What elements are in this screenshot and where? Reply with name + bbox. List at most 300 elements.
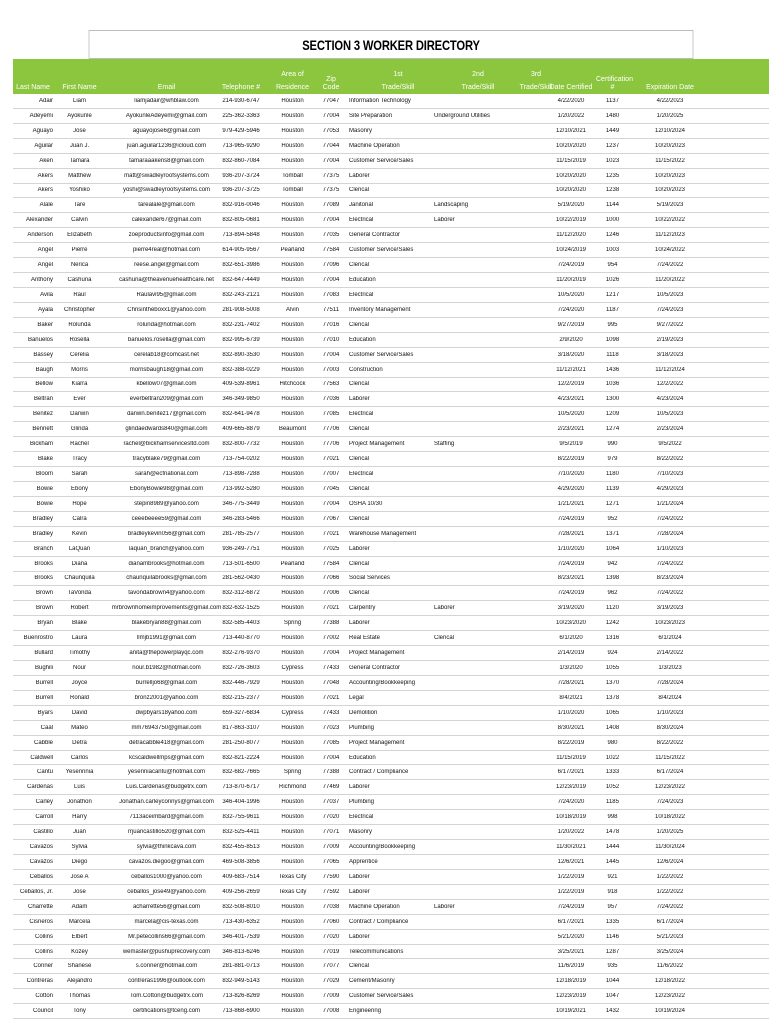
trade-2: Staffing [434,441,455,448]
certification-number: 1398 [605,575,620,582]
area-of-residence: Houston [281,321,304,328]
email: zoeproductsinfo@gmail.com [128,232,205,239]
certification-number: 1023 [605,157,620,164]
trade-1: Social Services [349,575,391,582]
area-of-residence: Houston [281,575,304,582]
certification-number: 924 [607,650,618,657]
trade-1: Clerical [349,187,370,194]
expiration-date: 3/25/2024 [656,948,684,955]
certification-number: 1444 [605,844,620,851]
first-name: Cerelia [69,351,89,358]
expiration-date: 11/30/2024 [655,844,685,851]
trade-1: Clerical [349,515,370,522]
trade-1: Warehouse Management [349,530,417,537]
last-name: Caal [40,724,53,731]
worker-directory-sheet [13,30,769,1019]
first-name: Yoshiko [69,187,90,194]
email: pierre4real@hotmail.com [132,247,201,254]
date-certified: 11/12/2021 [556,366,586,373]
expiration-date: 9/5/2022 [658,441,682,448]
trade-1: Customer Service/Sales [349,351,414,358]
area-of-residence: Houston [281,978,304,985]
zip-code: 77375 [322,187,340,194]
table-row [13,243,769,258]
expiration-date: 3/18/2023 [656,351,684,358]
trade-1: Customer Service/Sales [349,993,414,1000]
email: banuelos.rosella@gmail.com [127,336,206,343]
first-name: Harry [72,814,87,821]
email: matt@swadleyroofsystems.com [124,172,209,179]
telephone: 281-562-0430 [222,575,260,582]
date-certified: 10/20/2020 [555,142,587,149]
last-name: Bughili [34,664,53,671]
table-row [13,855,769,870]
first-name: Jonathon [67,799,92,806]
email: acharrette56@gmail.com [132,903,201,910]
area-of-residence: Houston [281,127,304,134]
table-row [13,213,769,228]
last-name: Cabble [33,739,53,746]
zip-code: 77010 [322,336,340,343]
first-name: Laura [71,635,88,642]
first-name: Raul [73,291,86,298]
trade-1: Telecommunications [349,948,404,955]
area-of-residence: Spring [283,769,302,776]
zip-code: 77019 [322,948,340,955]
trade-1: Accounting/Bookkeeping [349,679,416,686]
zip-code: 77584 [322,560,340,567]
telephone: 281-785-2577 [222,530,260,537]
area-of-residence: Houston [281,858,304,865]
first-name: Joyce [71,679,88,686]
table-row [13,661,769,676]
first-name: Mateo [71,724,88,731]
first-name: Chaunquila [64,575,95,582]
telephone: 832-800-7732 [222,441,260,448]
expiration-date: 7/24/2022 [656,903,684,910]
table-row [13,646,769,661]
date-certified: 1/22/2019 [557,873,585,880]
email: morrisbaugh18@gmail.com [129,366,204,373]
area-of-residence: Houston [281,291,304,298]
telephone: 832-949-5143 [222,978,260,985]
table-row [13,825,769,840]
area-of-residence: Houston [281,157,304,164]
expiration-date: 1/21/2024 [656,500,684,507]
date-certified: 4/23/2021 [557,396,585,403]
telephone: 832-860-7084 [222,157,260,164]
first-name: Ayokunle [67,112,92,119]
area-of-residence: Houston [281,844,304,851]
area-of-residence: Cypress [281,664,304,671]
telephone: 346-404-1996 [222,799,260,806]
first-name: Glinda [70,426,89,433]
date-certified: 4/29/2020 [557,485,585,492]
area-of-residence: Houston [281,679,304,686]
area-of-residence: Houston [281,754,304,761]
area-of-residence: Texas City [278,873,307,880]
trade-1: Cement/Masonry [349,978,395,985]
telephone: 832-890-3530 [222,351,260,358]
date-certified: 7/24/2020 [557,799,585,806]
email: Mr.petecollins66@gmail.com [128,933,205,940]
last-name: Charrette [27,903,53,910]
page-title: SECTION 3 WORKER DIRECTORY [89,30,694,59]
certification-number: 921 [607,873,618,880]
email: calexander67@gmail.com [131,217,202,224]
trade-1: Demolition [349,709,378,716]
date-certified: 3/18/2020 [557,351,585,358]
last-name: Bradley [32,530,53,537]
zip-code: 77037 [322,799,340,806]
trade-2: Underground Utilities [434,112,491,119]
table-row [13,795,769,810]
telephone: 832-215-2377 [222,694,260,701]
last-name: Burrell [35,679,53,686]
zip-code: 77004 [322,351,340,358]
zip-code: 77021 [322,530,340,537]
zip-code: 77706 [322,426,340,433]
expiration-date: 7/24/2023 [656,306,684,313]
last-name: Bennett [32,426,53,433]
telephone: 832-651-3986 [222,262,260,269]
table-row [13,586,769,601]
certification-number: 1436 [605,366,620,373]
area-of-residence: Houston [281,142,304,149]
area-of-residence: Houston [281,948,304,955]
certification-number: 1316 [605,635,620,642]
area-of-residence: Houston [281,799,304,806]
first-name: Darwin [70,411,89,418]
email: ceeebeeee59@gmail.com [131,515,202,522]
telephone: 614-905-9567 [222,247,260,254]
table-row [13,273,769,288]
expiration-date: 10/22/2022 [654,217,686,224]
zip-code: 77003 [322,366,340,373]
zip-code: 77004 [322,217,340,224]
last-name: Brooks [34,575,53,582]
last-name: Byars [37,709,53,716]
area-of-residence: Houston [281,530,304,537]
telephone: 832-312-6872 [222,590,260,597]
table-row [13,378,769,393]
certification-number: 1271 [605,500,620,507]
table-row [13,198,769,213]
date-certified: 10/5/2020 [557,291,585,298]
telephone: 832-641-9478 [222,411,260,418]
first-name: Calvin [71,217,88,224]
hdr-certification-number: Certification # [596,76,633,91]
zip-code: 77066 [322,575,340,582]
date-certified: 7/24/2019 [557,590,585,597]
last-name: Bickham [29,441,53,448]
certification-number: 1003 [605,247,620,254]
date-certified: 1/20/2022 [557,829,585,836]
date-certified: 10/23/2020 [555,620,587,627]
expiration-date: 11/6/2022 [656,963,684,970]
email: sylvia@thinkcava.com [136,844,197,851]
trade-1: Clerical [349,426,370,433]
last-name: Council [32,1008,53,1015]
telephone: 346-401-7539 [222,933,260,940]
expiration-date: 11/12/2023 [655,232,685,239]
area-of-residence: Houston [281,814,304,821]
table-row [13,422,769,437]
date-certified: 6/17/2021 [557,918,585,925]
zip-code: 77002 [322,635,340,642]
telephone: 832-647-4449 [222,277,260,284]
area-of-residence: Houston [281,485,304,492]
table-row [13,467,769,482]
first-name: Rolunda [68,321,91,328]
certification-number: 1246 [605,232,620,239]
last-name: Beltran [33,396,53,403]
certification-number: 952 [607,515,618,522]
certification-number: 1449 [605,127,620,134]
email: tavondabrown4@yahoo.com [128,590,205,597]
zip-code: 77388 [322,620,340,627]
expiration-date: 6/17/2024 [656,769,684,776]
zip-code: 77021 [322,456,340,463]
table-row [13,601,769,616]
area-of-residence: Houston [281,903,304,910]
first-name: Shanese [67,963,92,970]
date-certified: 10/18/2019 [555,814,587,821]
first-name: Jose [73,127,86,134]
telephone: 832-446-7929 [222,679,260,686]
table-row [13,885,769,900]
email: reese.angel@gmail.com [134,262,199,269]
email: stepin8989@yahoo.com [134,500,199,507]
certification-number: 942 [607,560,618,567]
zip-code: 77038 [322,903,340,910]
email: rolunda@hotmail.com [137,321,196,328]
date-certified: 10/19/2021 [555,1008,587,1015]
date-certified: 5/21/2020 [557,933,585,940]
expiration-date: 2/14/2022 [656,650,684,657]
expiration-date: 2/23/2024 [656,426,684,433]
certification-number: 990 [607,441,618,448]
trade-1: Machine Operation [349,903,400,910]
expiration-date: 12/18/2022 [654,978,686,985]
date-certified: 3/19/2020 [557,605,585,612]
certification-number: 1217 [605,291,620,298]
last-name: Caldwell [30,754,53,761]
telephone: 832-388-0229 [222,366,260,373]
trade-1: Laborer [349,172,370,179]
area-of-residence: Houston [281,739,304,746]
email: Chrisintheboxx1@yahoo.com [127,306,206,313]
zip-code: 77020 [322,814,340,821]
last-name: Collins [34,948,53,955]
certification-number: 954 [607,262,618,269]
first-name: Timothy [68,650,91,657]
first-name: Tony [73,1008,86,1015]
expiration-date: 1/20/2025 [656,829,684,836]
trade-1: Clerical [349,560,370,567]
date-certified: 11/15/2019 [556,754,586,761]
last-name: Angel [37,247,53,254]
expiration-date: 7/24/2022 [656,590,684,597]
area-of-residence: Houston [281,545,304,552]
area-of-residence: Houston [281,500,304,507]
date-certified: 1/20/2022 [557,112,585,119]
certification-number: 995 [607,321,618,328]
table-row [13,139,769,154]
first-name: Rachel [70,441,89,448]
hdr-2nd-trade: 2nd Trade/Skill [461,71,495,91]
first-name: Ever [73,396,86,403]
table-row [13,288,769,303]
certification-number: 979 [607,456,618,463]
first-name: Nour [72,664,86,671]
email: cashuna@theavenuehealthcare.net [119,277,214,284]
certification-number: 1022 [605,754,620,761]
certification-number: 1098 [605,336,620,343]
last-name: Adeyemi [29,112,53,119]
area-of-residence: Tomball [282,172,303,179]
table-row [13,169,769,184]
certification-number: 1120 [606,605,619,612]
trade-1: Masonry [349,829,373,836]
table-row [13,900,769,915]
table-row [13,840,769,855]
email: Luis.Cardenas@budgetrx.com [125,784,208,791]
last-name: Cavazos [29,858,53,865]
date-certified: 4/22/2020 [557,97,585,104]
trade-1: Clerical [349,963,370,970]
expiration-date: 7/10/2023 [656,471,684,477]
last-name: Carley [35,799,53,806]
expiration-date: 8/30/2024 [656,724,684,731]
trade-1: Laborer [349,784,370,791]
date-certified: 10/22/2019 [555,217,587,224]
expiration-date: 2/19/2023 [656,336,684,343]
last-name: Baker [37,321,53,328]
email: dianambrooks@hotmail.com [128,560,205,567]
zip-code: 77085 [322,411,340,418]
expiration-date: 11/20/2022 [655,277,685,284]
telephone: 281-881-0713 [222,963,260,970]
table-row [13,482,769,497]
expiration-date: 5/19/2023 [656,202,684,209]
trade-1: Clerical [349,381,370,388]
date-certified: 7/24/2020 [557,306,585,313]
first-name: Elbert [71,933,88,940]
expiration-date: 12/2/2022 [656,381,684,388]
email: wemaster@pushuprecovery.com [122,948,211,955]
trade-1: Inventory Management [349,306,411,313]
email: Jonathan.carleyconnys@gmail.com [119,799,214,806]
expiration-date: 10/5/2023 [656,291,684,298]
certification-number: 980 [607,739,618,746]
date-certified: 12/23/2019 [555,993,587,1000]
table-row [13,945,769,960]
first-name: Alejandro [66,978,93,985]
date-certified: 7/24/2019 [557,903,585,910]
area-of-residence: Houston [281,262,304,269]
trade-1: Engineering [349,1008,382,1015]
expiration-date: 12/10/2024 [654,127,686,134]
date-certified: 9/27/2019 [557,321,585,328]
telephone: 713-992-5280 [222,485,260,492]
last-name: Ceballos, Jr. [19,888,53,895]
zip-code: 77048 [322,679,340,686]
certification-number: 1238 [605,187,620,194]
telephone: 409-683-7514 [222,873,260,880]
expiration-date: 4/29/2023 [656,485,684,492]
date-certified: 11/15/2019 [556,157,586,164]
trade-2: Laborer [434,903,455,910]
expiration-date: 1/10/2023 [656,709,684,716]
zip-code: 77590 [322,873,340,880]
trade-1: Information Technology [349,97,411,104]
telephone: 832-755-9611 [222,814,260,821]
area-of-residence: Texas City [278,888,307,895]
area-of-residence: Beaumont [278,426,307,433]
first-name: Sylvia [71,844,88,851]
date-certified: 2/23/2021 [557,426,585,433]
hdr-1st-trade: 1st Trade/Skill [381,71,415,91]
area-of-residence: Houston [281,396,304,403]
table-row [13,915,769,930]
first-name: Tracy [72,456,87,463]
table-row [13,780,769,795]
trade-1: Masonry [349,127,373,134]
last-name: Burrell [35,694,53,701]
telephone: 659-327-6834 [222,709,260,716]
table-row [13,318,769,333]
certification-number: 1055 [605,664,620,671]
first-name: Kiarra [71,381,88,388]
last-name: Cisneros [29,918,53,925]
telephone: 713-430-6352 [222,918,260,925]
first-name: LaQuan [68,545,91,552]
last-name: Bradley [32,515,53,522]
zip-code: 77035 [322,232,340,239]
table-row [13,228,769,243]
email: nour.b1982@hotmail.com [132,664,201,671]
trade-1: Carpentry [349,605,376,612]
certification-number: 1378 [605,694,620,701]
telephone: 713-898-7288 [222,471,260,477]
first-name: Jose A [70,873,89,880]
last-name: Ayala [38,306,53,313]
date-certified: 7/28/2021 [557,679,585,686]
first-name: Diana [71,560,88,567]
expiration-date: 4/22/2023 [656,97,684,104]
email: burrelljo68@gmail.com [135,679,198,686]
first-name: Hope [72,500,87,507]
expiration-date: 10/20/2023 [654,142,686,149]
hdr-first-name: First Name [62,84,97,91]
table-row [13,736,769,751]
telephone: 409-256-2659 [222,888,260,895]
email: s.conner@hotmail.com [135,963,198,970]
table-row [13,124,769,139]
date-certified: 7/24/2019 [557,515,585,522]
certification-number: 1300 [605,396,620,403]
last-name: Brown [35,605,53,612]
expiration-date: 11/15/2022 [655,754,685,761]
email: mm76943750@gmail.com [131,724,202,731]
telephone: 469-508-3856 [222,858,260,865]
email: mrbrownhomeimprovements@gmail.com [111,605,222,612]
zip-code: 77563 [322,381,340,388]
table-row [13,407,769,422]
date-certified: 11/20/2019 [556,277,586,284]
certification-number: 1180 [606,471,619,477]
